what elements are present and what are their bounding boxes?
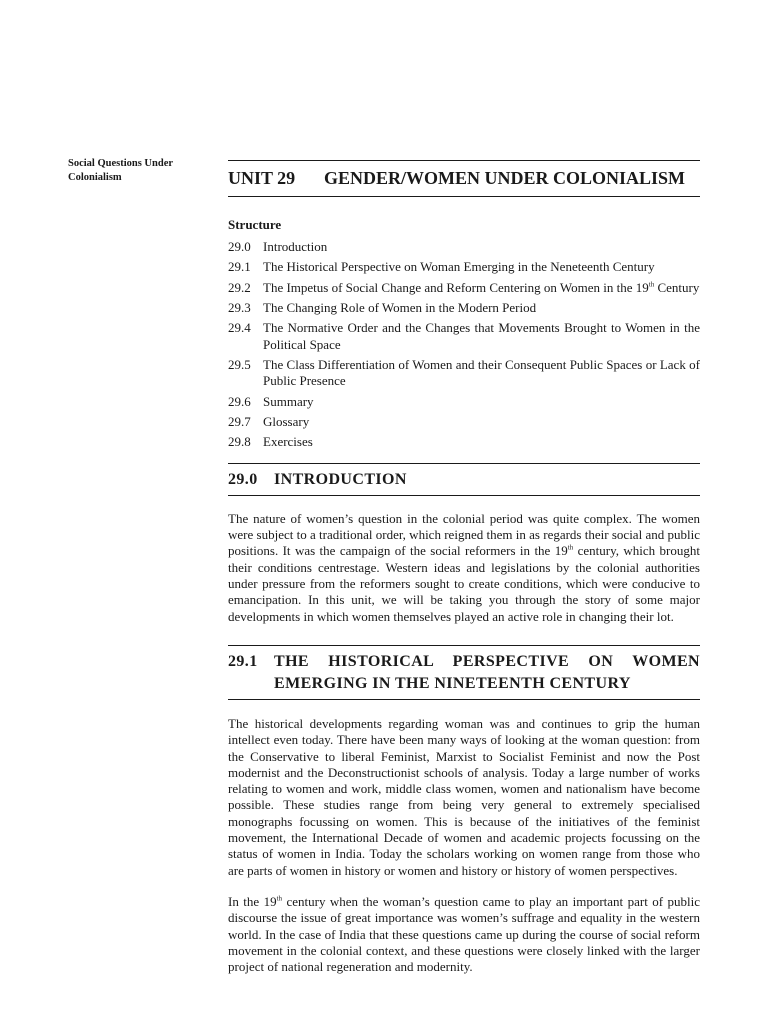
intro-paragraph: The nature of women’s question in the colonial period was quite complex. The women were subject to a traditional order, which reigned them in as regards their social and public positions. It was the campaign of the social reformers in the 19th century, which brought their conditions centrestage. Western ideas and legislations by the colonial authorities under pressure from the reformers sought to create conditions, which were conducive to emancipation. In this unit, we will be taking you through the story of some major developments in which women themselves played an active role in changing their lot. [228,510,700,624]
toc-item: 29.5 The Class Differentiation of Women and their Consequent Public Spaces or Lack of Public Presence [228,356,700,389]
unit-bottom-rule [228,196,700,197]
unit-number: UNIT 29 [228,168,296,188]
toc-item: 29.4 The Normative Order and the Changes that Movements Brought to Women in the Political Space [228,320,700,352]
toc-item: 29.7 Glossary [228,414,310,430]
section-0-bottom-rule [228,495,700,496]
toc-item: 29.1 The Historical Perspective on Woman Emerging in the Neneteenth Century [228,259,655,275]
page-content [228,160,700,975]
unit-name: GENDER/WOMEN UNDER COLONIALISM [324,168,686,188]
toc-item: 29.8 Exercises [228,434,313,450]
toc-item: 29.3 The Changing Role of Women in the Modern Period [228,299,537,315]
toc-item: 29.6 Summary [228,393,314,409]
structure-heading: Structure [228,217,282,232]
structure-list [228,239,700,451]
section-heading-intro: 29.0 INTRODUCTION [228,470,407,488]
section-heading-historical: 29.1 THE HISTORICAL PERSPECTIVE ON WOMEN EMERGING IN THE NINETEENTH CENTURY [228,652,700,692]
toc-item: 29.0 Introduction [228,239,328,254]
historical-paragraph-2: In the 19th century when the woman’s question came to play an important part of public discourse the issue of great importance was women’s suffrage and equality in the western world. In the case of India that these questions came up during the course of social reform movement in the colonial context, and these questions were closely linked with the larger project of national regeneration and modernity. [228,893,701,975]
historical-paragraph-1: The historical developments regarding woman was and continues to grip the human intellect even today. There have been many ways of looking at the woman question: from the Conservative to liberal Feminist, Marxist to Socialist Feminist and now the Post modernist and the Deconstructionist schools of analysis. Today a large number of works relating to women and work, middle class women, women and nationalism have become possible. These studies range from being very general to extremely specialised monographs focussing on women. This is because of the initiatives of the feminist movement, the International Decade of women and academic projects focussing on the status of women in India. Today the scholars working on women range from those who are parts of women in history or women and history or history of women perspectives. [228,715,700,878]
running-head: Social Questions Under Colonialism [68,158,173,183]
toc-item: 29.2 The Impetus of Social Change and Reform Centering on Women in the 19th Century [228,279,700,295]
unit-title [228,161,700,196]
section-1-bottom-rule [228,699,700,700]
